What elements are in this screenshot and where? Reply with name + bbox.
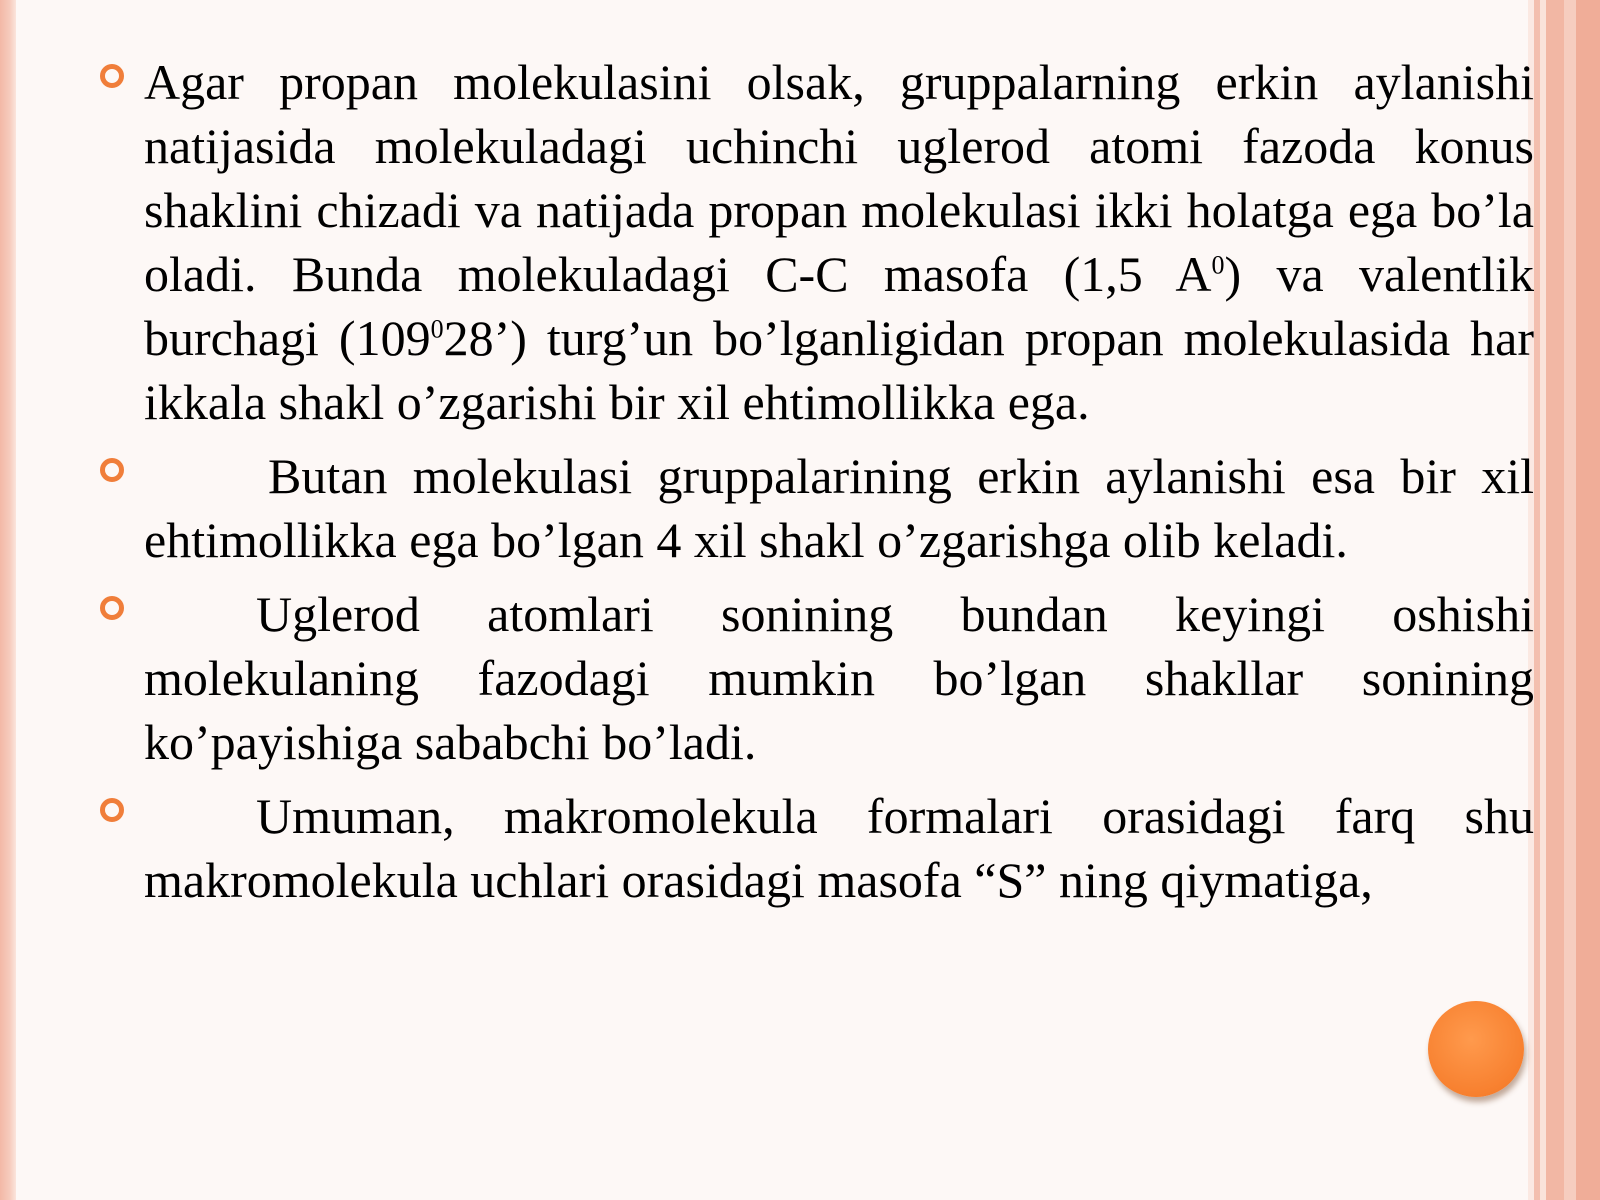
- bullet-1-part-1: Agar propan molekulasini olsak, gruppalarning erkin aylanishi natijasida molekuladagi uchinchi uglerod atomi fazoda konus shaklini chizadi va natijada propan molekulasi ikki holatga ega bo’la oladi. Bunda molekuladagi C-C masofa (1,5 A: [144, 54, 1534, 302]
- bullet-text-4: Umuman, makromolekula formalari orasidagi farq shu makromolekula uchlari orasidagi masofa “S” ning qiymatiga,: [144, 788, 1534, 908]
- bullet-1-part-3: 28’) turg’un bo’lganligidan propan molekulasida har ikkala shakl o’zgarishi bir xil ehtimollikka ega.: [144, 310, 1535, 430]
- bullet-text-3: Uglerod atomlari sonining bundan keyingi oshishi molekulaning fazodagi mumkin bo’lgan shakllar sonining ko’payishiga sababchi bo’ladi.: [144, 586, 1534, 770]
- bullet-text-2: Butan molekulasi gruppalarining erkin aylanishi esa bir xil ehtimollikka ega bo’lgan 4 xil shakl o’zgarishga olib keladi.: [144, 448, 1534, 568]
- bullet-1-part-2: ) va valentlik burchagi (109: [144, 246, 1534, 366]
- superscript-angstrom: 0: [1211, 250, 1225, 280]
- bullet-item-3: [96, 582, 1534, 774]
- hollow-circle-bullet-icon: [100, 64, 124, 88]
- left-border-decoration: [0, 0, 16, 1200]
- bullet-text-1: [144, 50, 1534, 434]
- slide-content: [96, 50, 1534, 922]
- hollow-circle-bullet-icon: [100, 458, 124, 482]
- bullet-item-4: [96, 784, 1534, 912]
- superscript-degree: 0: [430, 314, 444, 344]
- orange-circle-icon: [1428, 1001, 1524, 1097]
- bullet-item-2: [96, 444, 1534, 572]
- right-border-decoration: [1528, 0, 1600, 1200]
- hollow-circle-bullet-icon: [100, 798, 124, 822]
- bullet-item-1: [96, 50, 1534, 434]
- hollow-circle-bullet-icon: [100, 596, 124, 620]
